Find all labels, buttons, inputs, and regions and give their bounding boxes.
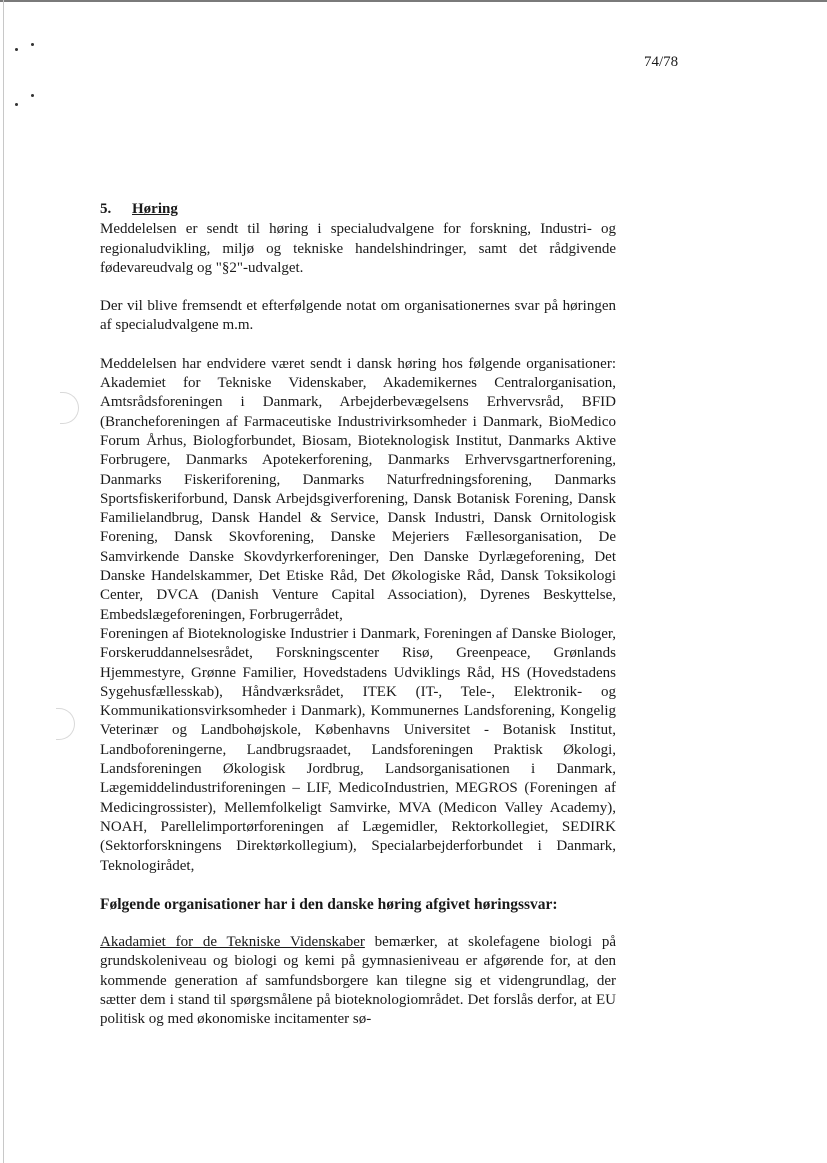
organisation-name: Akadamiet for de Tekniske Videnskaber bbox=[100, 934, 365, 951]
scan-speck bbox=[15, 103, 18, 106]
punch-hole-mark bbox=[60, 392, 79, 424]
section-heading bbox=[100, 200, 616, 219]
paragraph-organisation-list: Meddelelsen har endvidere været sendt i dansk høring hos følgende organisationer: Akademiet for Tekniske Videnskaber, Akademikernes Centralorganisation, Amtsrådsforeningen i Danmark, Arbejderbevægelsens Erhvervsråd, BFID (Brancheforeningen af Farmaceutiske Industrivirksomheder i Danmark, BioMedico Forum Århus, Biologforbundet, Biosam, Bioteknologisk Institut, Danmarks Aktive Forbrugere, Danmarks Apotekerforening, Danmarks Erhvervsgartnerforening, Danmarks Fiskeriforening, Danmarks Naturfredningsforening, Danmarks Sportsfiskeriforbund, Dansk Arbejdsgiverforening, Dansk Botanisk Forening, Dansk Familielandbrug, Dansk Handel & Service, Dansk Industri, Dansk Ornitologisk Forening, Dansk Skovforening, Danske Mejeriers Fællesorganisation, De Samvirkende Danske Skovdyrkerforeninger, Den Danske Dyrlægeforening, Det Danske Handelskammer, Det Etiske Råd, Det Økologiske Råd, Dansk Toksikologi Center, DVCA (Danish Venture Capital Association), Dyrenes Beskyttelse, Embedslægeforeningen, Forbrugerrådet, bbox=[100, 355, 616, 623]
paragraph-hearing-committees: Meddelelsen er sendt til høring i specialudvalgene for forskning, Industri- og regionaludvikling, miljø og tekniske handelshindringer, samt det rådgivende fødevareudvalg og "§2"-udvalget. bbox=[100, 221, 616, 276]
scan-speck bbox=[31, 43, 34, 46]
scan-speck bbox=[15, 48, 18, 51]
page-number: 74/78 bbox=[644, 54, 679, 70]
section-number: 5. bbox=[100, 201, 112, 217]
responses-heading: Følgende organisationer har i den danske høring afgivet høringssvar: bbox=[100, 895, 558, 913]
paragraph-atv-response bbox=[100, 933, 616, 1029]
section-title: Høring bbox=[132, 201, 178, 217]
punch-hole-mark bbox=[56, 708, 75, 740]
scan-speck bbox=[31, 94, 34, 97]
paragraph-organisation-list-cont: Foreningen af Bioteknologiske Industrier i Danmark, Foreningen af Danske Biologer, Forskeruddannelsesrådet, Forskningscenter Risø, Greenpeace, Grønlands Hjemmestyre, Grønne Familier, Hovedstadens Udviklings Råd, HS (Hovedstadens Sygehusfællesskab), Håndværksrådet, ITEK (IT-, Tele-, Elektronik- og Kommunikationsvirksomheder i Danmark), Kommunernes Landsforening, Kongelig Veterinær og Landbohøjskole, Københavns Universitet - Botanisk Institut, Landboforeningerne, Landbrugsraadet, Landsforeningen Praktisk Økologi, Landsforeningen Økologisk Jordbrug, Landsorganisationen i Danmark, Lægemiddelindustriforeningen – LIF, MedicoIndustrien, MEGROS (Foreningen af Medicingrossister), Mellemfolkeligt Samvirke, MVA (Medicon Valley Academy), NOAH, Parellelimportørforeningen af Lægemidler, Rektorkollegiet, SEDIRK (Sektorforskningens Direktørkollegium), Specialarbejderforbundet i Danmark, Teknologirådet, bbox=[100, 625, 616, 874]
paragraph-followup-note: Der vil blive fremsendt et efterfølgende notat om organisationernes svar på høringen af specialudvalgene m.m. bbox=[100, 298, 616, 334]
document-body bbox=[100, 200, 616, 1030]
scan-left-edge bbox=[3, 0, 4, 1163]
scan-top-edge bbox=[0, 0, 827, 2]
response-text: bemærker, at skolefagene biologi på grundskoleniveau og biologi og kemi på gymnasieniveau er afgørende for, at den kommende generation af samfundsborgere kan tilegne sig et videngrundlag, der sætter dem i stand til spørgsmålene på bioteknologiområdet. Det forslås derfor, at EU politisk og med økonomiske incitamenter sø- bbox=[100, 934, 616, 1028]
